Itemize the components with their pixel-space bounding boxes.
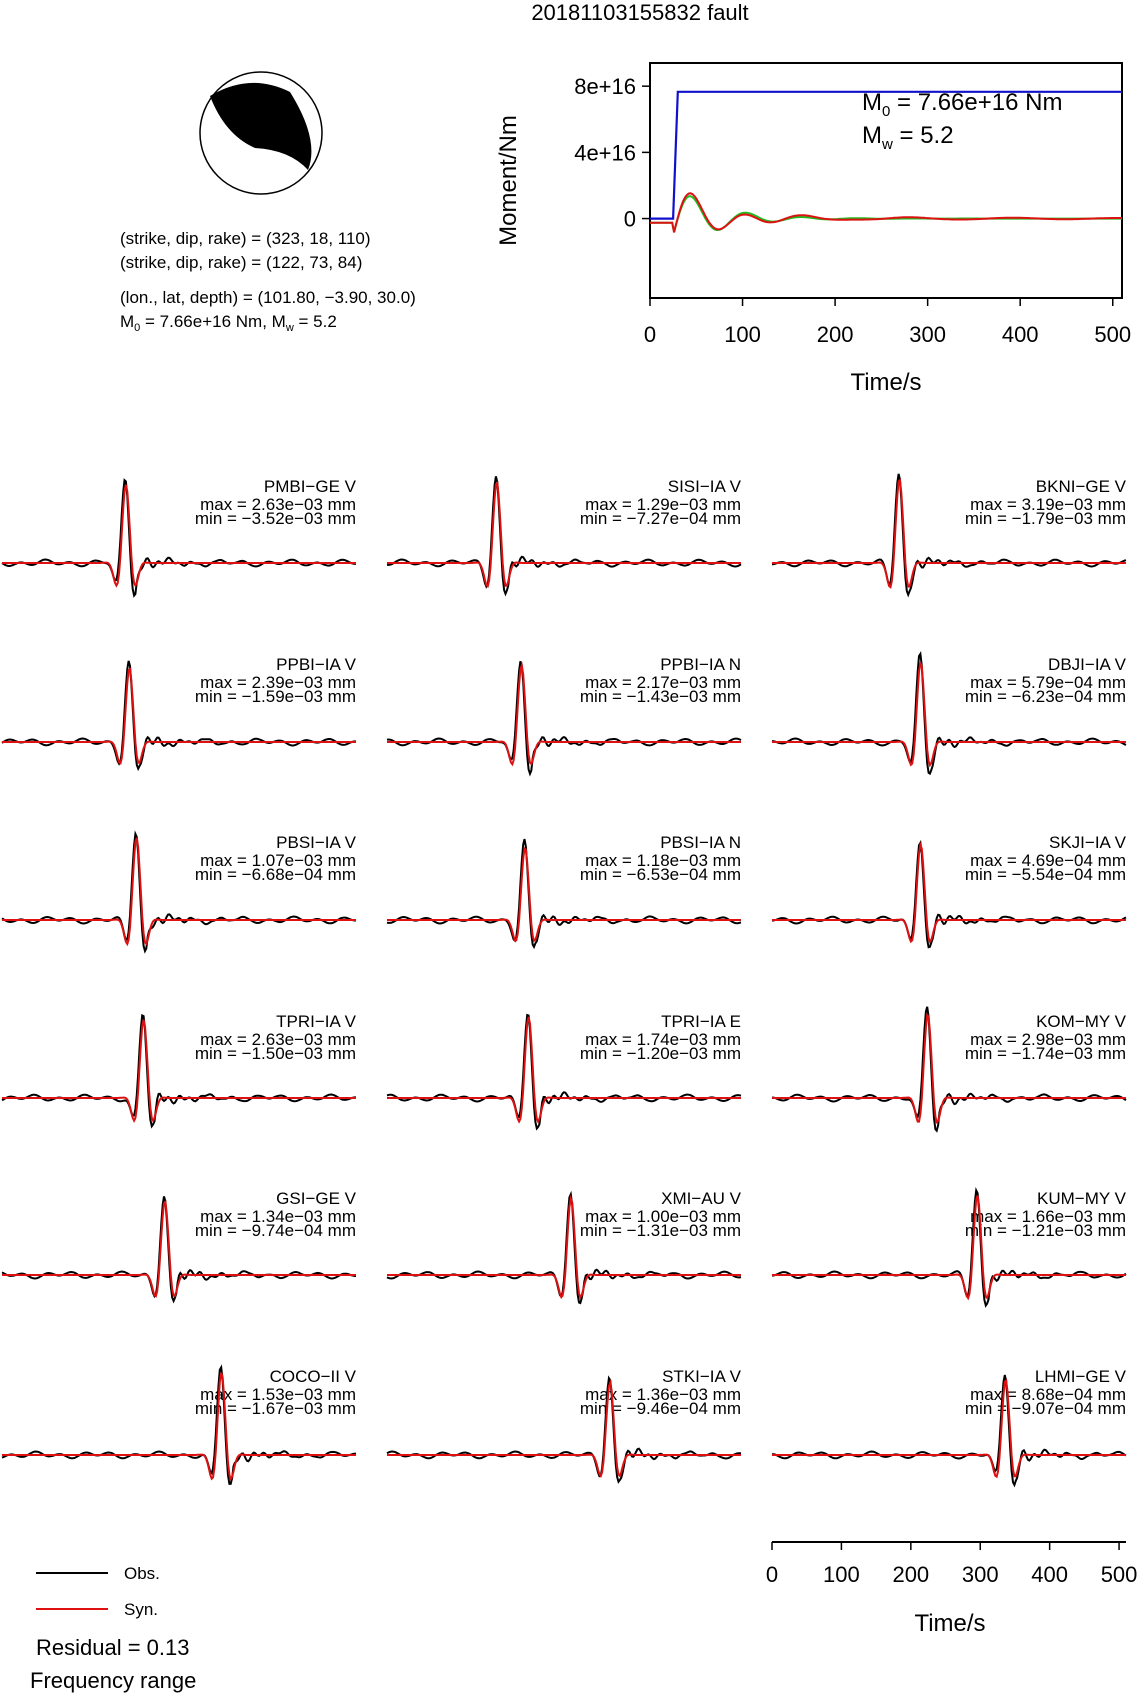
station-label: COCO−II V <box>269 1367 356 1386</box>
trace-max-label: max = 1.66e−03 mm <box>970 1207 1126 1226</box>
waveform-panel <box>2 1367 357 1484</box>
station-label: KUM−MY V <box>1037 1189 1126 1208</box>
trace-min-label: min = −9.46e−04 mm <box>579 1399 741 1418</box>
trace-min-label: min = −6.68e−04 mm <box>194 865 356 884</box>
trace-max-label: max = 5.79e−04 mm <box>970 673 1126 692</box>
station-label: PPBI−IA V <box>276 655 356 674</box>
trace-min-label: min = −1.31e−03 mm <box>579 1221 741 1240</box>
station-label: SISI−IA V <box>667 477 741 496</box>
waveform-panel <box>387 1189 742 1303</box>
waveform-panel <box>2 655 357 769</box>
waveform-panel <box>387 1367 742 1482</box>
waveform-panel <box>772 833 1127 947</box>
nodal-plane-1: (strike, dip, rake) = (323, 18, 110) <box>120 229 371 248</box>
trace-max-label: max = 1.53e−03 mm <box>200 1385 356 1404</box>
trace-max-label: max = 2.17e−03 mm <box>585 673 741 692</box>
trace-min-label: min = −7.27e−04 mm <box>579 509 741 528</box>
station-label: TPRI−IA E <box>661 1012 741 1031</box>
waveform-x-tick-label: 400 <box>1031 1562 1069 1587</box>
figure-title: 20181103155832 fault <box>531 0 749 25</box>
waveform-x-tick-label: 0 <box>765 1562 779 1587</box>
station-label: BKNI−GE V <box>1035 477 1126 496</box>
moment-rate-red-line <box>650 193 1122 232</box>
trace-min-label: min = −1.67e−03 mm <box>194 1399 356 1418</box>
station-label: PPBI−IA N <box>660 655 741 674</box>
trace-min-label: min = −1.79e−03 mm <box>964 509 1126 528</box>
moment-y-tick-label: 4e+16 <box>574 140 636 166</box>
trace-min-label: min = −6.23e−04 mm <box>964 687 1126 706</box>
trace-min-label: min = −1.20e−03 mm <box>579 1044 741 1063</box>
trace-max-label: max = 1.29e−03 mm <box>585 495 741 514</box>
trace-min-label: min = −1.59e−03 mm <box>194 687 356 706</box>
trace-max-label: max = 1.74e−03 mm <box>585 1030 741 1049</box>
source-moment: $M_0 = 7.66e+16$ Nm, $M_w = 5.2$ <box>120 312 337 334</box>
trace-max-label: max = 2.63e−03 mm <box>200 495 356 514</box>
trace-max-label: max = 1.18e−03 mm <box>585 851 741 870</box>
waveform-panel <box>2 1012 357 1126</box>
trace-max-label: max = 2.63e−03 mm <box>200 1030 356 1049</box>
trace-min-label: min = −1.43e−03 mm <box>579 687 741 706</box>
waveform-panel <box>772 1007 1127 1131</box>
moment-y-axis-title: Moment/Nm <box>495 115 522 246</box>
waveform-panel <box>772 1367 1127 1485</box>
station-label: XMI−AU V <box>661 1189 741 1208</box>
waveform-time-axis <box>766 1542 1138 1637</box>
trace-max-label: max = 1.00e−03 mm <box>585 1207 741 1226</box>
source-location: (lon., lat, depth) = (101.80, −3.90, 30.0) <box>120 288 416 307</box>
waveform-panel <box>387 1012 741 1129</box>
station-label: PMBI−GE V <box>263 477 356 496</box>
waveform-panel <box>387 833 741 947</box>
moment-x-tick-label: 200 <box>816 322 854 347</box>
nodal-plane-2: (strike, dip, rake) = (122, 73, 84) <box>120 253 363 272</box>
waveform-panel <box>387 476 742 593</box>
waveform-grid <box>2 474 1127 1485</box>
legend-syn-label: Syn. <box>124 1600 159 1619</box>
waveform-panel <box>2 833 357 951</box>
legend-obs-label: Obs. <box>124 1564 160 1583</box>
station-label: STKI−IA V <box>662 1367 741 1386</box>
station-label: TPRI−IA V <box>276 1012 356 1031</box>
waveform-panel <box>772 1189 1127 1306</box>
moment-y-tick-label: 0 <box>623 206 636 232</box>
trace-max-label: max = 4.69e−04 mm <box>970 851 1126 870</box>
station-label: DBJI−IA V <box>1048 655 1126 674</box>
moment-rate-green-line <box>650 196 1122 232</box>
waveform-x-tick-label: 300 <box>961 1562 999 1587</box>
trace-min-label: min = −6.53e−04 mm <box>579 865 741 884</box>
waveform-panel <box>772 474 1127 595</box>
waveform-panel <box>772 654 1127 774</box>
residual-label: Residual = 0.13 <box>36 1635 190 1660</box>
trace-max-label: max = 1.34e−03 mm <box>200 1207 356 1226</box>
trace-min-label: min = −9.74e−04 mm <box>194 1221 356 1240</box>
moment-x-tick-label: 100 <box>724 322 761 347</box>
focal-mechanism-beachball <box>200 72 322 194</box>
frequency-range-label: Frequency range <box>30 1668 197 1693</box>
waveform-x-axis-title: Time/s <box>914 1610 986 1637</box>
trace-min-label: min = −1.21e−03 mm <box>964 1221 1126 1240</box>
trace-max-label: max = 3.19e−03 mm <box>970 495 1126 514</box>
moment-x-tick-label: 300 <box>909 322 947 347</box>
moment-x-tick-label: 0 <box>643 322 657 347</box>
trace-max-label: max = 1.07e−03 mm <box>200 851 356 870</box>
waveform-x-tick-label: 200 <box>892 1562 930 1587</box>
moment-annotation-m0: $M_0 = 7.66e+16$ Nm <box>862 89 1063 120</box>
station-label: SKJI−IA V <box>1048 833 1126 852</box>
moment-x-tick-label: 500 <box>1094 322 1132 347</box>
waveform-panel <box>2 1189 357 1301</box>
trace-max-label: max = 1.36e−03 mm <box>585 1385 741 1404</box>
trace-max-label: max = 8.68e−04 mm <box>970 1385 1126 1404</box>
trace-min-label: min = −5.54e−04 mm <box>964 865 1126 884</box>
moment-chart <box>495 63 1131 396</box>
waveform-panel <box>387 655 741 774</box>
trace-min-label: min = −1.74e−03 mm <box>964 1044 1126 1063</box>
station-label: LHMI−GE V <box>1034 1367 1126 1386</box>
waveform-x-tick-label: 100 <box>823 1562 860 1587</box>
station-label: PBSI−IA N <box>660 833 741 852</box>
station-label: PBSI−IA V <box>276 833 356 852</box>
legend <box>30 1564 196 1693</box>
moment-y-tick-label: 8e+16 <box>574 74 636 100</box>
station-label: GSI−GE V <box>276 1189 356 1208</box>
trace-min-label: min = −3.52e−03 mm <box>194 509 356 528</box>
moment-x-axis-title: Time/s <box>850 369 922 396</box>
source-info <box>120 229 416 334</box>
trace-min-label: min = −1.50e−03 mm <box>194 1044 356 1063</box>
trace-max-label: max = 2.98e−03 mm <box>970 1030 1126 1049</box>
trace-max-label: max = 2.39e−03 mm <box>200 673 356 692</box>
moment-annotation-mw: $M_w = 5.2$ <box>862 122 954 153</box>
moment-x-tick-label: 400 <box>1001 322 1039 347</box>
station-label: KOM−MY V <box>1036 1012 1126 1031</box>
waveform-panel <box>2 477 357 596</box>
trace-min-label: min = −9.07e−04 mm <box>964 1399 1126 1418</box>
waveform-x-tick-label: 500 <box>1100 1562 1138 1587</box>
